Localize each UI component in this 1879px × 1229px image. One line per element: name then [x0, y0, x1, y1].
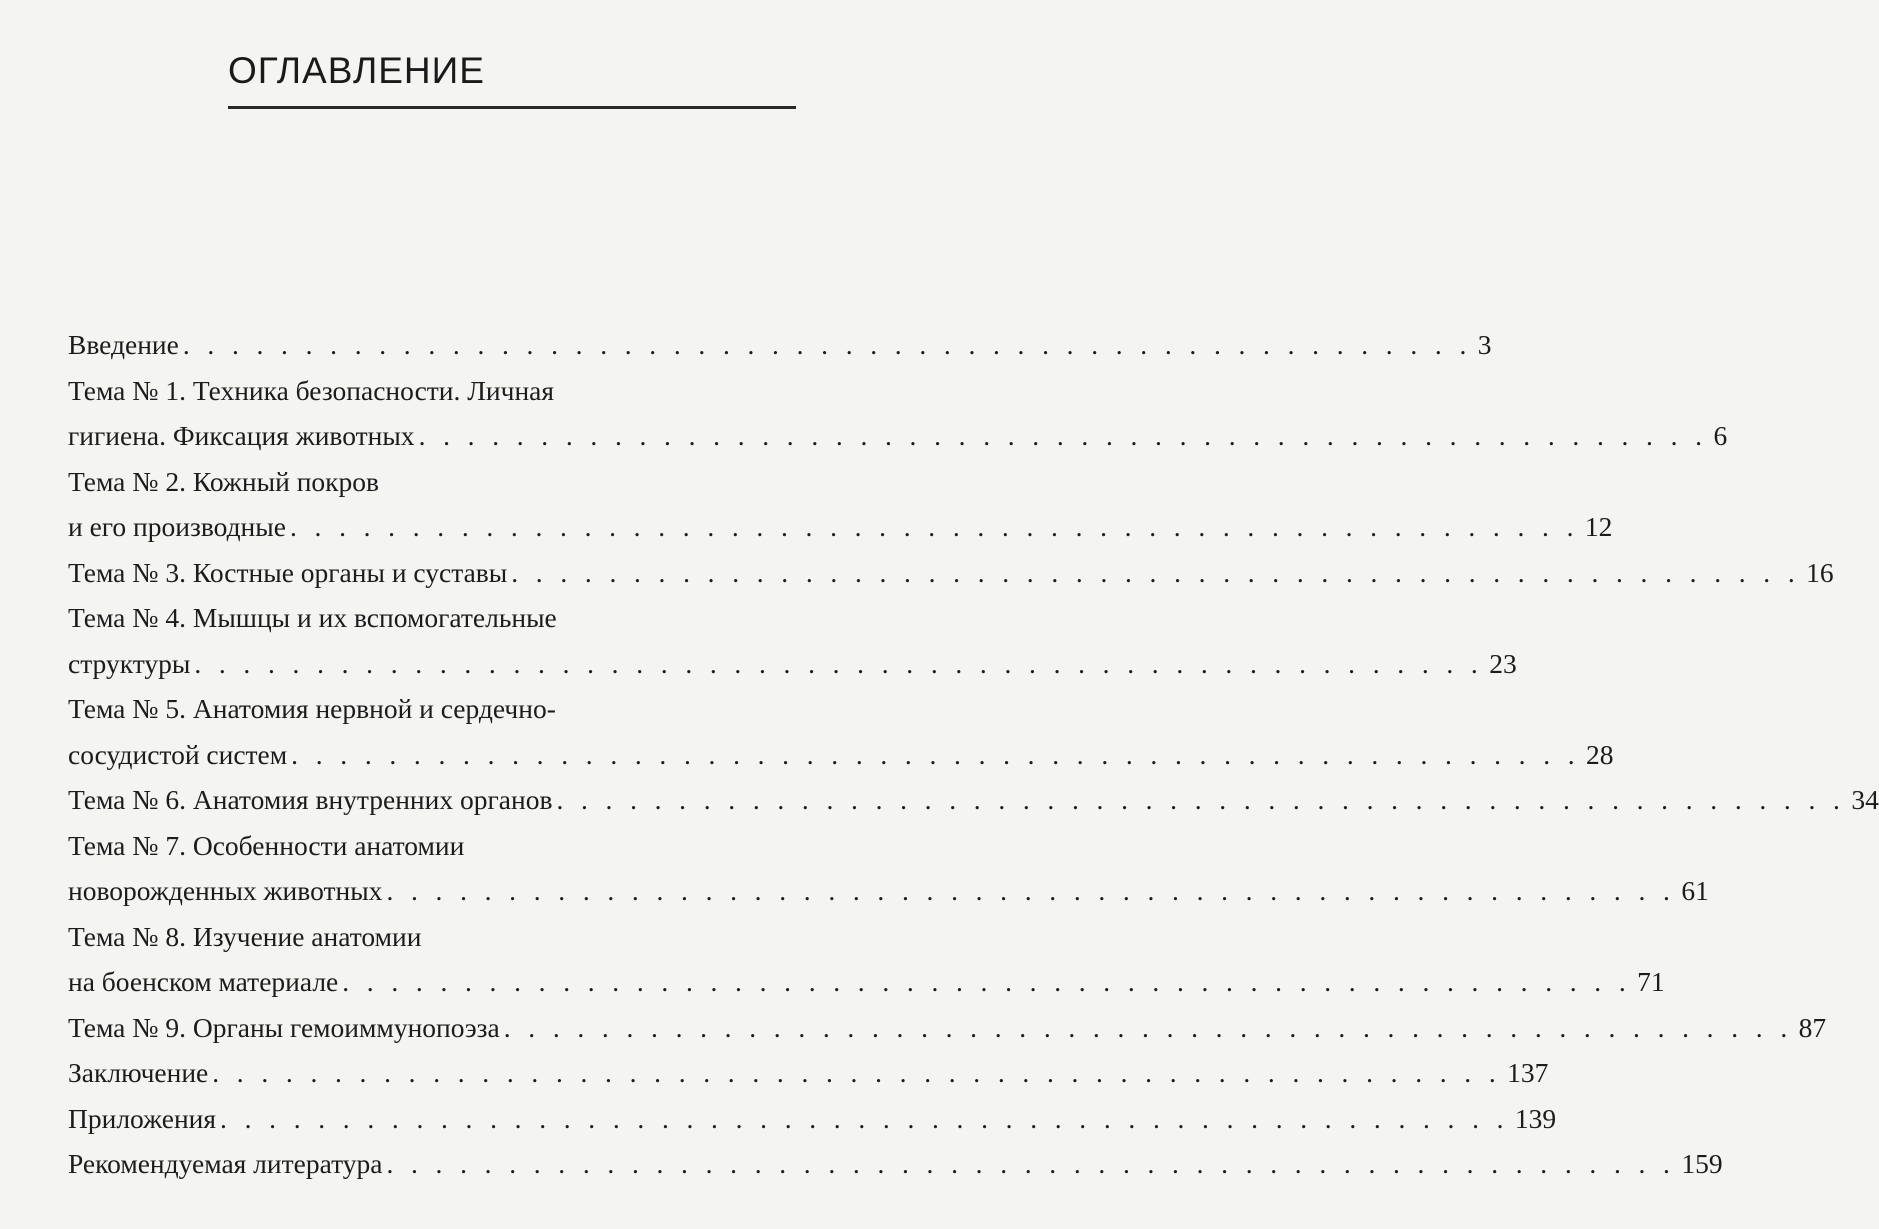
toc-entry-appendices[interactable] [68, 1096, 1557, 1142]
toc-entry-conclusion[interactable] [68, 1050, 1549, 1096]
dot-leader: . . . . . . . . . . . . . . . . . . . . . . . . . . . . . . . . . . . . . . . . . . . . . . . . . . . . . [289, 511, 1579, 542]
toc-page-number: 87 [1798, 1011, 1827, 1043]
toc-entry-title: Заключение [68, 1057, 209, 1088]
toc-entry-topic-3[interactable] [68, 550, 1834, 596]
page-title: ОГЛАВЛЕНИЕ [228, 50, 485, 91]
toc-entry-recommended-literature[interactable] [68, 1141, 1723, 1187]
dot-leader: . . . . . . . . . . . . . . . . . . . . . . . . . . . . . . . . . . . . . . . . . . . . . . . . . . . . . [220, 1102, 1509, 1134]
toc-entry-topic-7[interactable] [68, 823, 1709, 914]
toc-entry-title-line: Тема № 2. Кожный покров [68, 465, 379, 497]
dot-leader: . . . . . . . . . . . . . . . . . . . . . . . . . . . . . . . . . . . . . . . . . . . . . . . . . . . . . [291, 738, 1581, 770]
toc-entry-introduction[interactable] [68, 322, 1492, 368]
toc-entry-title: сосудистой систем [68, 738, 288, 770]
dot-leader: . . . . . . . . . . . . . . . . . . . . . . . . . . . . . . . . . . . . . . . . . . . . . . . . . . . . . [194, 647, 1484, 679]
toc-entry-title: Тема № 9. Органы гемоиммунопоэза [68, 1011, 500, 1043]
dot-leader: . . . . . . . . . . . . . . . . . . . . . . . . . . . . . . . . . . . . . . . . . . . . . . . . . . . . . [556, 784, 1846, 815]
toc-page-number: 71 [1637, 966, 1665, 997]
toc-entry-title-line: Тема № 4. Мышцы и их вспомогательные [68, 602, 557, 633]
toc-entry-topic-6[interactable] [68, 777, 1879, 823]
toc-entry-title: структуры [68, 647, 191, 679]
toc-entry-topic-9[interactable] [68, 1005, 1827, 1051]
toc-page-number: 6 [1713, 420, 1728, 451]
dot-leader: . . . . . . . . . . . . . . . . . . . . . . . . . . . . . . . . . . . . . . . . . . . . . . . . . . . . . [386, 1148, 1676, 1179]
toc-entry-title: Тема № 3. Костные органы и суставы [68, 556, 508, 588]
toc-entry-title: Рекомендуемая литература [68, 1148, 383, 1179]
dot-leader: . . . . . . . . . . . . . . . . . . . . . . . . . . . . . . . . . . . . . . . . . . . . . . . . . . . . . [182, 329, 1472, 360]
toc-page-number: 159 [1681, 1148, 1723, 1179]
toc-entry-title-line: Тема № 1. Техника безопасности. Личная [68, 374, 555, 406]
dot-leader: . . . . . . . . . . . . . . . . . . . . . . . . . . . . . . . . . . . . . . . . . . . . . . . . . . . . . [212, 1057, 1502, 1088]
toc-entry-title-line: Тема № 7. Особенности анатомии [68, 829, 465, 861]
toc-page-number: 34 [1851, 784, 1879, 815]
toc-page-number: 16 [1806, 556, 1834, 588]
toc-entry-title: гигиена. Фиксация животных [68, 420, 415, 451]
toc-entry-title: и его производные [68, 511, 286, 542]
toc-page-number: 3 [1477, 329, 1492, 360]
toc-page-number: 137 [1507, 1057, 1549, 1088]
toc-page-number: 28 [1586, 738, 1614, 770]
dot-leader: . . . . . . . . . . . . . . . . . . . . . . . . . . . . . . . . . . . . . . . . . . . . . . . . . . . . . [418, 420, 1708, 451]
toc-page-number: 139 [1514, 1102, 1557, 1134]
toc-entry-topic-5[interactable] [68, 686, 1614, 777]
toc-entry-title-line: Тема № 5. Анатомия нервной и сердечно- [68, 693, 556, 724]
dot-leader: . . . . . . . . . . . . . . . . . . . . . . . . . . . . . . . . . . . . . . . . . . . . . . . . . . . . . [386, 875, 1676, 906]
toc-entry-topic-2[interactable] [68, 459, 1613, 550]
toc-page-number: 12 [1584, 511, 1613, 542]
dot-leader: . . . . . . . . . . . . . . . . . . . . . . . . . . . . . . . . . . . . . . . . . . . . . . . . . . . . . [342, 966, 1632, 997]
toc-entry-title: новорожденных животных [68, 875, 383, 906]
dot-leader: . . . . . . . . . . . . . . . . . . . . . . . . . . . . . . . . . . . . . . . . . . . . . . . . . . . . . [511, 556, 1801, 588]
toc-entry-topic-4[interactable] [68, 595, 1517, 686]
toc-entry-title-line: Тема № 8. Изучение анатомии [68, 920, 422, 952]
table-of-contents [68, 322, 1879, 1187]
toc-entry-title: Тема № 6. Анатомия внутренних органов [68, 784, 553, 815]
toc-entry-title: Приложения [68, 1102, 217, 1134]
toc-entry-title: на боенском материале [68, 966, 339, 997]
toc-entry-title: Введение [68, 329, 179, 360]
toc-page-number: 61 [1681, 875, 1709, 906]
toc-entry-topic-1[interactable] [68, 368, 1728, 459]
toc-entry-topic-8[interactable] [68, 914, 1665, 1005]
title-underline [228, 106, 796, 109]
dot-leader: . . . . . . . . . . . . . . . . . . . . . . . . . . . . . . . . . . . . . . . . . . . . . . . . . . . . . [503, 1011, 1793, 1043]
toc-page-number: 23 [1489, 647, 1517, 679]
